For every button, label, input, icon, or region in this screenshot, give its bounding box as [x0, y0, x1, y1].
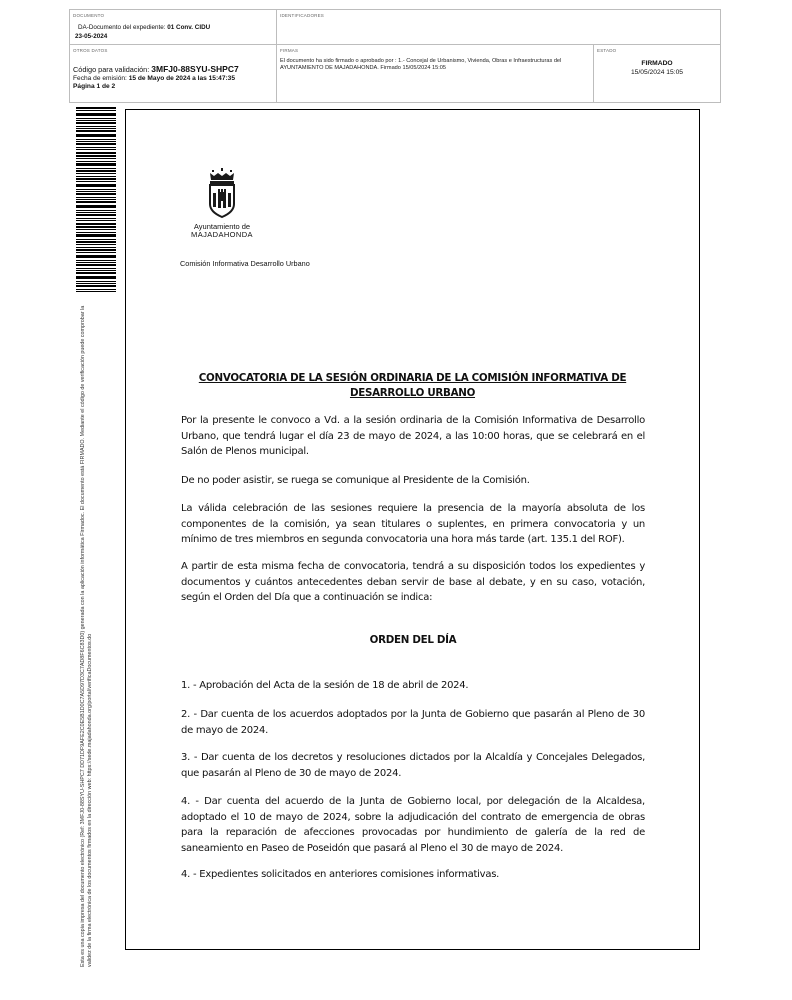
- document-title: CONVOCATORIA DE LA SESIÓN ORDINARIA DE LA COMISIÓN INFORMATIVA DE DESARROLLO URBANO: [198, 372, 627, 399]
- documento-name: DA-Documento del expediente: 01 Conv. CIDU: [78, 24, 211, 31]
- barcode-bar: [76, 158, 116, 159]
- barcode-bar: [76, 130, 116, 132]
- barcode-bar: [76, 168, 116, 169]
- barcode-bar: [76, 189, 116, 190]
- barcode-bar: [76, 113, 116, 116]
- verification-side-text: Esta es una copia impresa del documento electrónico (Ref: 3MFJ0-88SYU-SHPC7 DD71DF9AFE2C0E5B1D0C7A5D97D3C7AD8F6C83D0) generada con la aplicación informática Firmadoc. El documento está FIRMADO. Mediante el código de verificación puede comprobar la validez de la firma electrónica de los documentos firmados en la dirección web: https://sede.majadahonda.org/portal/verificaDocumentos.do: [80, 305, 93, 967]
- barcode-bar: [76, 239, 116, 240]
- barcode-bar: [76, 120, 116, 121]
- barcode-bar: [76, 289, 116, 290]
- firmas-cell: [277, 45, 594, 102]
- barcode-bar: [76, 170, 116, 172]
- agenda-item: 3. - Dar cuenta de los decretos y resoluciones dictados por la Alcaldía y Concejales Delegados, que pasarán al Pleno de 30 de mayo de 2024.: [181, 752, 645, 779]
- barcode-bar: [76, 272, 116, 274]
- paragraph-expedientes: A partir de esta misma fecha de convocatoria, tendrá a su disposición todos los expedientes y documentos y cuántos antecedentes deban servir de base al debate, y en su caso, votación, según el Orden del Día que a continuación se indica:: [181, 561, 645, 603]
- barcode-bar: [76, 152, 116, 154]
- page-number: Página 1 de 2: [73, 83, 116, 90]
- barcode-bar: [76, 107, 116, 109]
- barcode-bar: [76, 247, 116, 248]
- barcode-bar: [76, 283, 116, 284]
- barcode-bar: [76, 181, 116, 182]
- validation-code: Código para validación: 3MFJ0-88SYU-SHPC7: [73, 64, 239, 74]
- barcode-bar: [76, 268, 116, 269]
- barcode-bar: [76, 264, 116, 266]
- barcode-bar: [76, 276, 116, 279]
- barcode-bar: [76, 291, 116, 292]
- barcode-bar: [76, 143, 116, 145]
- paragraph-quorum: La válida celebración de las sesiones requiere la presencia de la mayoría absoluta de los componentes de la comisión, ya sean titulares o suplentes, en primera convocatoria y un mínimo de tres miembros en segunda convocatoria una hora más tarde (art. 135.1 del ROF).: [181, 503, 645, 545]
- barcode-bar: [76, 176, 116, 177]
- signature-header: [69, 9, 721, 103]
- barcode-bar: [76, 220, 116, 221]
- barcode-bar: [76, 281, 116, 282]
- emission-date: Fecha de emisión: 15 de Mayo de 2024 a las 15:47:35: [73, 75, 236, 82]
- barcode-bar: [76, 262, 116, 263]
- otros-datos-label: OTROS DATOS: [73, 48, 108, 53]
- estado-date: 15/05/2024 15:05: [630, 69, 684, 76]
- paragraph-convocatoria: Por la presente le convoco a Vd. a la sesión ordinaria de la Comisión Informativa de Desarrollo Urbano, que tendrá lugar el día 23 de mayo de 2024, a las 10:00 horas, que se celebrará en el Salón de Plenos municipal.: [181, 415, 645, 457]
- barcode-bar: [76, 139, 116, 140]
- agenda-item: 1. - Aprobación del Acta de la sesión de 18 de abril de 2024.: [181, 680, 469, 691]
- logo-text-majadahonda: MAJADAHONDA: [191, 230, 253, 239]
- barcode-bar: [76, 210, 116, 211]
- barcode-bar: [76, 197, 116, 198]
- barcode-bar: [76, 149, 116, 150]
- barcode-bar: [76, 252, 116, 253]
- barcode-bar: [76, 285, 116, 287]
- documento-label: DOCUMENTO: [73, 13, 105, 18]
- barcode-bar: [76, 270, 116, 271]
- barcode-bar: [76, 241, 116, 243]
- barcode-bar: [76, 244, 116, 245]
- logo-text-ayuntamiento: Ayuntamiento de: [193, 222, 251, 231]
- barcode-bar: [76, 118, 116, 119]
- identificadores-cell: [277, 10, 720, 45]
- barcode-bar: [76, 173, 116, 174]
- estado-label: ESTADO: [597, 48, 617, 53]
- barcode-bar: [76, 249, 116, 251]
- barcode-bar: [76, 226, 116, 228]
- estado-cell: [594, 45, 720, 102]
- barcode-bar: [76, 110, 116, 111]
- barcode-bar: [76, 122, 116, 124]
- paragraph-asistencia: De no poder asistir, se ruega se comunique al Presidente de la Comisión.: [181, 475, 530, 486]
- barcode-bar: [76, 141, 116, 142]
- barcode-bar: [76, 223, 116, 225]
- barcode-bar: [76, 229, 116, 230]
- otros-datos-cell: [70, 45, 277, 102]
- barcode-bar: [76, 214, 116, 216]
- barcode-bar: [76, 255, 116, 258]
- identificadores-label: IDENTIFICADORES: [280, 13, 325, 18]
- firmas-label: FIRMAS: [280, 48, 299, 53]
- barcode-bar: [76, 147, 116, 148]
- barcode-bar: [76, 161, 116, 162]
- agenda-item: 2. - Dar cuenta de los acuerdos adoptados por la Junta de Gobierno que pasarán al Pleno de 30 de mayo de 2024.: [181, 709, 645, 736]
- estado-value: FIRMADO: [641, 60, 673, 67]
- documento-date: 23-05-2024: [75, 33, 108, 40]
- barcode-bar: [76, 201, 116, 203]
- barcode-bar: [76, 232, 116, 233]
- barcode-bar: [76, 184, 116, 187]
- barcode-bar: [76, 218, 116, 219]
- barcode-bar: [76, 260, 116, 261]
- barcode-bar: [76, 212, 116, 213]
- agenda-item: 4. - Expedientes solicitados en anteriores comisiones informativas.: [181, 869, 500, 880]
- barcode-bar: [76, 126, 116, 127]
- barcode-bar: [76, 163, 116, 166]
- barcode-bar: [76, 205, 116, 208]
- barcode-bar: [76, 193, 116, 195]
- barcode: [76, 107, 116, 293]
- barcode-bar: [76, 199, 116, 200]
- barcode-bar: [76, 234, 116, 237]
- barcode-bar: [76, 178, 116, 180]
- barcode-bar: [76, 128, 116, 129]
- documento-cell: [70, 10, 277, 45]
- department-name: Comisión Informativa Desarrollo Urbano: [180, 259, 310, 268]
- barcode-bar: [76, 134, 116, 137]
- firmas-text: El documento ha sido firmado o aprobado por : 1.- Concejal de Urbanismo, Vivienda, Obras e Infraestructuras del AYUNTAMIENTO DE MAJADAHONDA. Firmado 15/05/2024 15:05: [280, 58, 562, 72]
- orden-del-dia-heading: ORDEN DEL DÍA: [369, 634, 457, 646]
- barcode-bar: [76, 155, 116, 157]
- barcode-bar: [76, 191, 116, 192]
- agenda-item: 4. - Dar cuenta del acuerdo de la Junta de Gobierno local, por delegación de la Alcaldesa, adoptado el 10 de mayo de 2024, sobre la adjudicación del contrato de emergencia de obras para la reparación de afecciones provocadas por hundimiento de galería de la red de saneamiento en Paseo de Poseidón que pasará al Pleno el 30 de mayo de 2024.: [181, 796, 645, 854]
